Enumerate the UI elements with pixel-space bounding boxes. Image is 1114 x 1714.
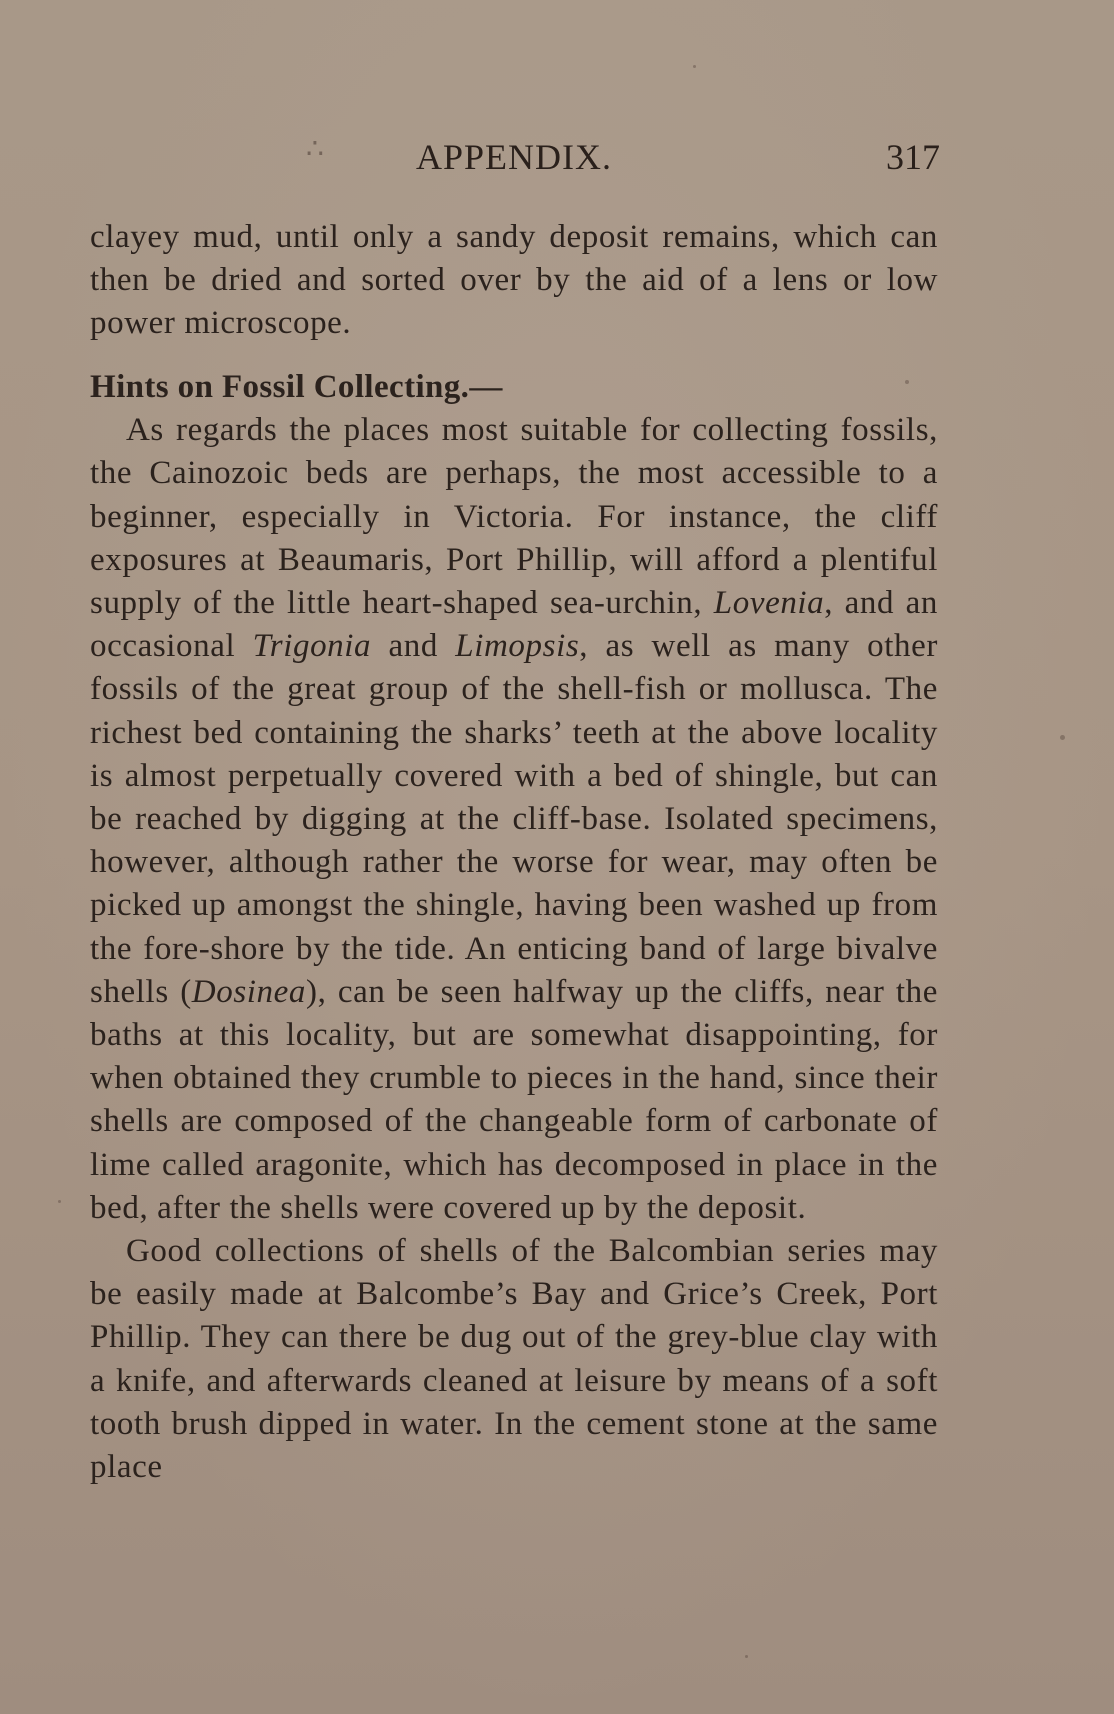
- taxon-trigonia: Trigonia: [252, 628, 372, 665]
- paragraph-balcombian: Good collections of shells of the Balcombian series may be easily made at Balcombe’s Bay and Grice’s Creek, Port Phillip. They can there be dug out of the grey-blue clay with a knife, and afterwards cleaned at leisure by means of a soft tooth brush dipped in water. In the cement stone at the same place: [90, 1233, 938, 1486]
- running-head: [300, 132, 940, 182]
- paragraph-places-text-1: As regards the places most suitable for collecting fossils, the Cainozoic beds are perhaps, the most accessible to a beginner, especially in Victoria. For instance, the cliff exposures at Beaumaris, Port Phillip, will afford a plentiful supply of the little heart-shaped sea-urchin,: [90, 412, 938, 622]
- paper-speck: [905, 380, 909, 384]
- paragraph-places-text-2: , and an occasional: [90, 585, 938, 665]
- paragraph-places-text-3: and: [371, 628, 456, 665]
- paper-speck: [745, 1655, 748, 1658]
- section-heading: Hints on Fossil Collecting.—: [90, 369, 503, 405]
- intro-paragraph: [90, 216, 938, 346]
- taxon-lovenia: Lovenia: [713, 585, 825, 622]
- taxon-limopsis: Limopsis: [455, 628, 580, 665]
- paper-speck: [58, 1200, 61, 1203]
- running-head-title: APPENDIX.: [416, 137, 613, 177]
- paragraph-places: [90, 409, 938, 1230]
- page-number: 317: [886, 137, 940, 177]
- intro-text: clayey mud, until only a sandy deposit remains, which can then be dried and sorted over by the aid of a lens or low power microscope.: [90, 219, 938, 342]
- paper-speck: [1060, 735, 1065, 740]
- fossil-collecting-section: [90, 366, 938, 1489]
- paragraph-places-text-5: ), can be seen halfway up the cliffs, near the baths at this locality, but are somewhat disappointing, for when obtained they crumble to pieces in the hand, since their shells are composed of the changeable form of carbonate of lime called aragonite, which has decomposed in place in the bed, after the shells were covered up by the deposit.: [90, 973, 938, 1226]
- paper-speck: [693, 65, 696, 68]
- paragraph-places-text-4: , as well as many other fossils of the great group of the shell-fish or mollusca. The richest bed containing the sharks’ teeth at the above locality is almost perpetually covered with a bed of shingle, but can be reached by digging at the cliff-base. Isolated specimens, however, although rather the worse for wear, may often be picked up amongst the shingle, having been washed up from the fore-shore by the tide. An enticing band of large bivalve shells (: [90, 628, 938, 1010]
- printer-ornament: ∴: [306, 132, 324, 165]
- taxon-dosinea: Dosinea: [191, 973, 306, 1010]
